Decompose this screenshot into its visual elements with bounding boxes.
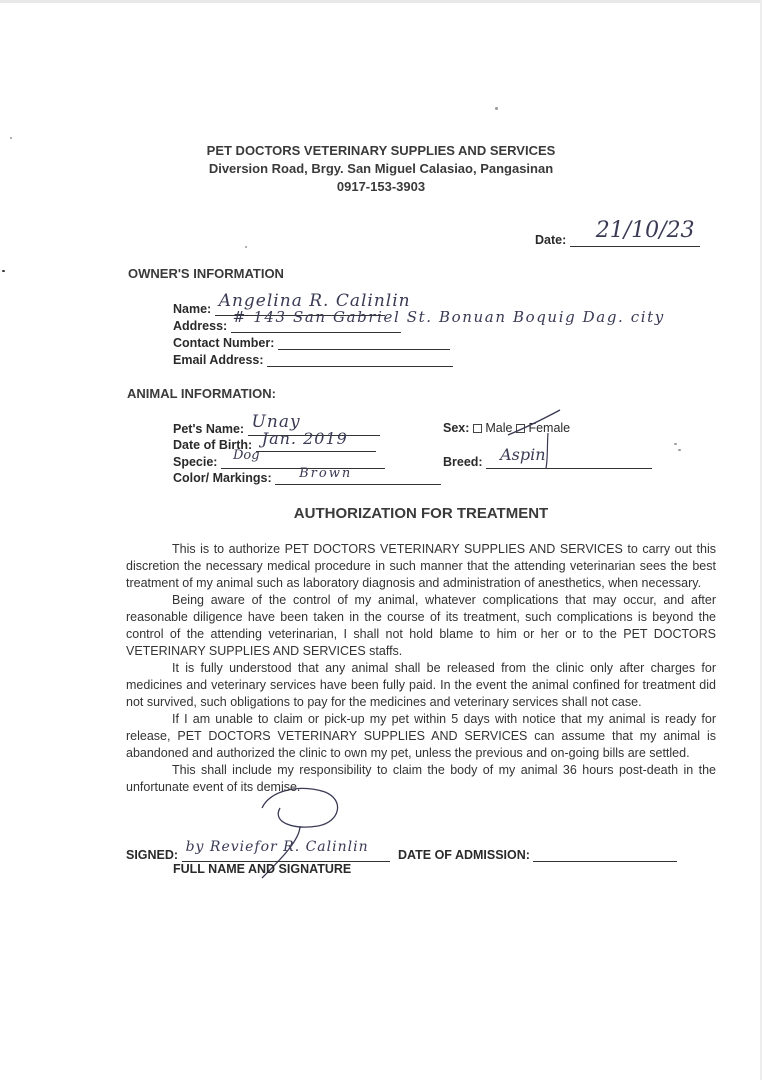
color-markings-handwritten: Brown (299, 466, 353, 481)
pet-name-label: Pet's Name: (173, 422, 245, 436)
breed-handwritten: Aspin (500, 445, 546, 464)
scan-speck (674, 443, 677, 445)
owner-address-handwritten: # 143 San Gabriel St. Bonuan Boquig Dag. city (232, 308, 665, 326)
signed-handwritten: by Reviefor R. Calinlin (185, 839, 369, 855)
authorization-paragraph: Being aware of the control of my animal, whatever complications that may occur, and after reasonable diligence have been taken in the course of its treatment, such complications is beyond the control of the attending veterinarian, I shall not hold blame to him or her or to the PET DOCTORS VETERINARY SUPPLIES AND SERVICES staffs. (126, 593, 716, 658)
checkbox-icon (516, 424, 525, 433)
breed-label: Breed: (443, 455, 483, 469)
authorization-body (126, 541, 716, 796)
dob-handwritten: Jan. 2019 (261, 429, 348, 448)
authorization-title: AUTHORIZATION FOR TREATMENT (293, 505, 549, 522)
owner-section-title: OWNER'S INFORMATION (128, 266, 284, 281)
date-of-admission-line (533, 847, 677, 862)
clinic-phone: 0917-153-3903 (336, 179, 426, 194)
date-label: Date: (535, 233, 567, 247)
scan-speck (10, 137, 12, 139)
specie-field (173, 448, 385, 469)
full-name-signature-label: FULL NAME AND SIGNATURE (173, 862, 352, 876)
checkbox-icon (473, 424, 482, 433)
sex-male-option: Male (485, 421, 513, 435)
color-markings-field (173, 466, 441, 485)
contact-number-label: Contact Number: (173, 336, 275, 350)
sex-options (473, 421, 570, 435)
authorization-paragraph: If I am unable to claim or pick-up my pet within 5 days with notice that my animal is ready for release, PET DOCTORS VETERINARY SUPPLIES AND SERVICES can assume that my animal is abandoned and authorized the clinic to own my pet, unless the previous and on-going bills are settled. (126, 712, 716, 760)
clinic-header (0, 142, 762, 196)
scan-speck (495, 107, 498, 110)
owner-address-label: Address: (173, 319, 228, 333)
contact-number-field (173, 335, 450, 350)
sex-field (443, 421, 570, 435)
date-of-admission-field (398, 847, 677, 862)
owner-name-label: Name: (173, 302, 212, 316)
signed-label: SIGNED: (126, 848, 179, 862)
email-address-line (267, 352, 453, 367)
date-of-admission-label: DATE OF ADMISSION: (398, 848, 530, 862)
specie-label: Specie: (173, 455, 218, 469)
pet-name-handwritten: Unay (251, 412, 301, 432)
signed-line (182, 839, 390, 862)
owner-address-line (231, 308, 665, 333)
owner-name-handwritten: Angelina R. Calinlin (218, 291, 411, 311)
email-address-field (173, 352, 453, 367)
email-address-label: Email Address: (173, 353, 264, 367)
clinic-name: PET DOCTORS VETERINARY SUPPLIES AND SERVICES (206, 143, 556, 158)
date-field (535, 218, 700, 247)
animal-section-title: ANIMAL INFORMATION: (127, 386, 276, 401)
scan-edge (0, 0, 762, 3)
authorization-paragraph: It is fully understood that any animal shall be released from the clinic only after charges for medicines and veterinary services have been fully paid. In the event the animal confined for treatment did not survived, such obligations to pay for the medicines and veterinary services shall not case. (126, 661, 716, 709)
authorization-paragraph: This is to authorize PET DOCTORS VETERINARY SUPPLIES AND SERVICES to carry out this discretion the necessary medical procedure in such manner that the attending veterinarian sees the best treatment of my animal such as laboratory diagnosis and administration of anesthetics, when necessary. (126, 542, 716, 590)
authorization-paragraph: This shall include my responsibility to claim the body of my animal 36 hours post-death in the unfortunate event of its demise. (126, 763, 716, 794)
specie-handwritten: Dog (232, 448, 260, 463)
contact-number-line (278, 335, 450, 350)
breed-line (486, 445, 652, 469)
scan-speck (678, 449, 681, 451)
sex-label: Sex: (443, 421, 470, 435)
clinic-address: Diversion Road, Brgy. San Miguel Calasiao, Pangasinan (208, 161, 554, 176)
scan-speck (2, 270, 5, 272)
sex-female-option: Female (528, 421, 571, 435)
color-markings-label: Color/ Markings: (173, 471, 272, 485)
dob-label: Date of Birth: (173, 438, 253, 452)
scan-speck (245, 246, 247, 248)
breed-field (443, 445, 652, 469)
date-handwritten: 21/10/23 (595, 218, 695, 243)
date-line (570, 218, 700, 247)
signed-field (126, 839, 390, 862)
dob-line (256, 429, 376, 452)
color-markings-line (275, 466, 441, 485)
